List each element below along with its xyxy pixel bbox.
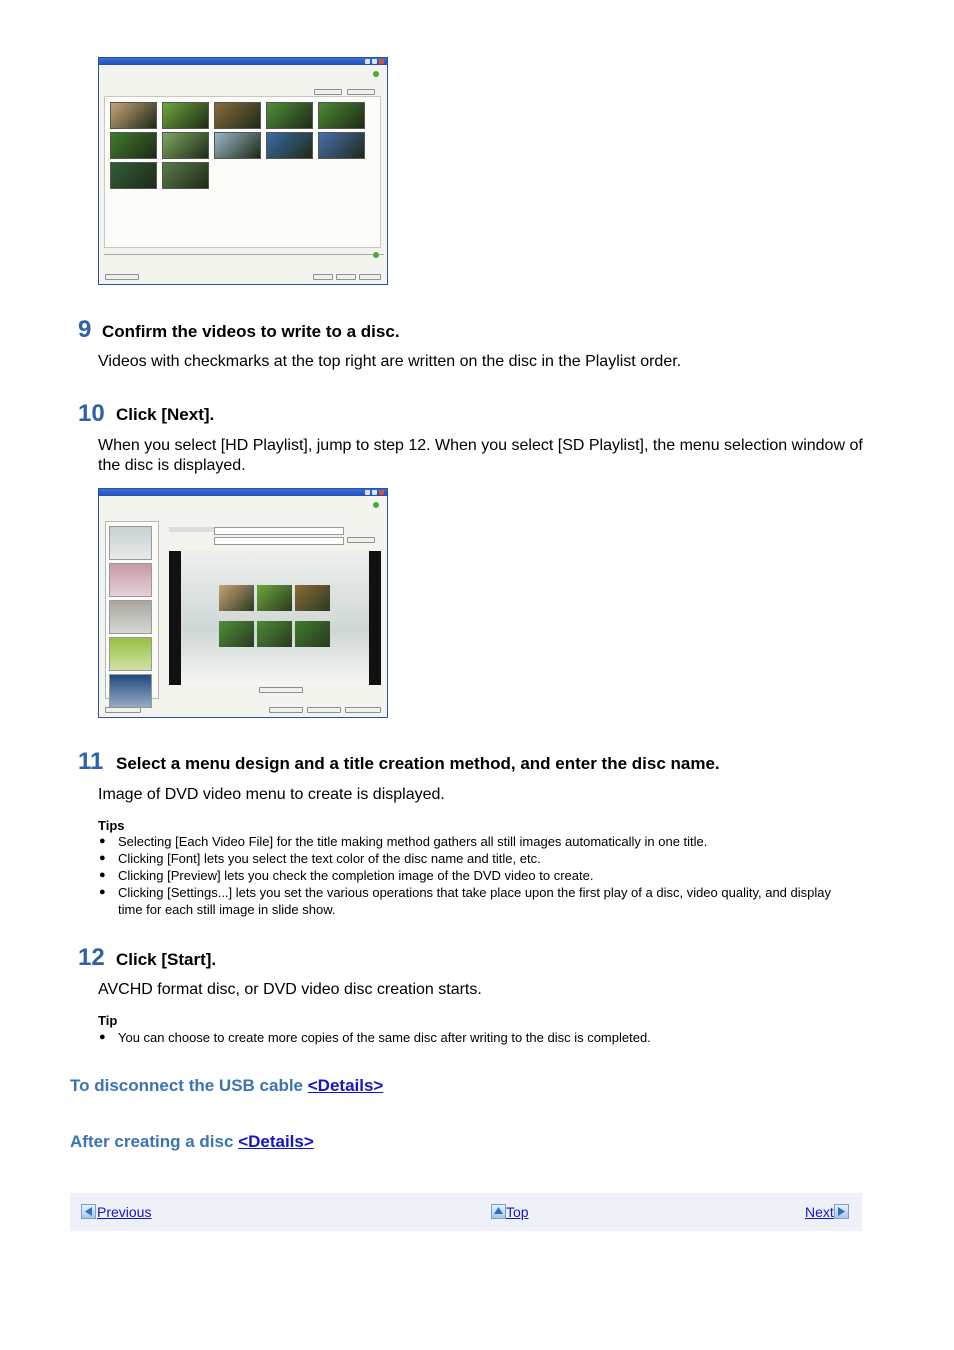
menu-design-swatch (109, 563, 152, 597)
video-thumbnail (318, 132, 365, 159)
details-link[interactable]: <Details> (307, 1076, 384, 1095)
menu-title-thumbnail (295, 585, 330, 611)
video-thumbnail (162, 162, 209, 189)
menu-design-window-screenshot (98, 488, 388, 718)
next-arrow-icon[interactable] (834, 1204, 849, 1219)
step-number: 10 (78, 400, 105, 427)
menu-title-thumbnail (219, 585, 254, 611)
menu-title-thumbnail (295, 621, 330, 647)
menu-preview (169, 551, 381, 685)
step-number: 12 (78, 944, 105, 971)
menu-title-thumbnail (219, 621, 254, 647)
menu-design-swatch (109, 637, 152, 671)
step-title: Click [Start]. (116, 950, 217, 969)
previous-link[interactable]: Previous (97, 1204, 152, 1220)
video-thumbnail (318, 102, 365, 129)
menu-design-swatch (109, 600, 152, 634)
video-thumbnail (162, 132, 209, 159)
window-titlebar (99, 489, 387, 496)
step-title: Confirm the videos to write to a disc. (102, 322, 400, 341)
video-thumbnail (266, 102, 313, 129)
step-description: Image of DVD video menu to create is displayed. (98, 786, 445, 803)
tips-heading: Tips (98, 818, 125, 833)
tip-item: ● Selecting [Each Video File] for the title making method gathers all still images automatically in one title. (99, 833, 859, 850)
tips-list (99, 1029, 859, 1046)
tip-item: ● Clicking [Settings...] lets you set the various operations that take place upon the first play of a disc, video quality, and display time for each still image in slide show. (99, 884, 859, 918)
menu-design-swatch (109, 674, 152, 708)
step-number: 11 (78, 748, 104, 775)
window-button (347, 89, 375, 95)
details-link[interactable]: <Details> (238, 1132, 314, 1151)
section-heading-after-creating-disc (70, 1132, 314, 1152)
section-title: After creating a disc (70, 1132, 234, 1151)
window-button (314, 89, 342, 95)
top-arrow-icon[interactable] (491, 1204, 506, 1219)
page-navigation (70, 1193, 862, 1231)
video-thumbnail (214, 102, 261, 129)
section-heading-disconnect-usb (70, 1076, 383, 1096)
top-link[interactable]: Top (506, 1204, 529, 1220)
previous-arrow-icon[interactable] (81, 1204, 96, 1219)
step-description: Videos with checkmarks at the top right are written on the disc in the Playlist order. (98, 353, 682, 370)
menu-title-thumbnail (257, 621, 292, 647)
video-thumbnail (214, 132, 261, 159)
video-thumbnail (110, 162, 157, 189)
status-icon (373, 502, 379, 508)
window-titlebar (99, 58, 387, 65)
section-title: To disconnect the USB cable (70, 1076, 304, 1095)
video-thumbnail (266, 132, 313, 159)
video-thumbnail (110, 102, 157, 129)
playlist-window-screenshot (98, 57, 388, 285)
video-thumbnail (110, 132, 157, 159)
step-title: Click [Next]. (116, 405, 215, 424)
video-thumbnail (162, 102, 209, 129)
next-link[interactable]: Next (805, 1204, 834, 1220)
step-title: Select a menu design and a title creation method, and enter the disc name. (116, 754, 720, 773)
menu-title-thumbnail (257, 585, 292, 611)
tip-item: ● You can choose to create more copies of the same disc after writing to the disc is completed. (99, 1029, 859, 1046)
step-description: AVCHD format disc, or DVD video disc creation starts. (98, 981, 482, 998)
tip-item: ● Clicking [Font] lets you select the text color of the disc name and title, etc. (99, 850, 859, 867)
status-icon (373, 71, 379, 77)
step-description: When you select [HD Playlist], jump to step 12. When you select [SD Playlist], the menu selection window of the disc is displayed. (98, 437, 863, 474)
tips-list (99, 833, 859, 918)
tips-heading: Tip (98, 1013, 118, 1028)
step-number: 9 (78, 316, 92, 343)
tip-item: ● Clicking [Preview] lets you check the completion image of the DVD video to create. (99, 867, 859, 884)
menu-design-swatch (109, 526, 152, 560)
